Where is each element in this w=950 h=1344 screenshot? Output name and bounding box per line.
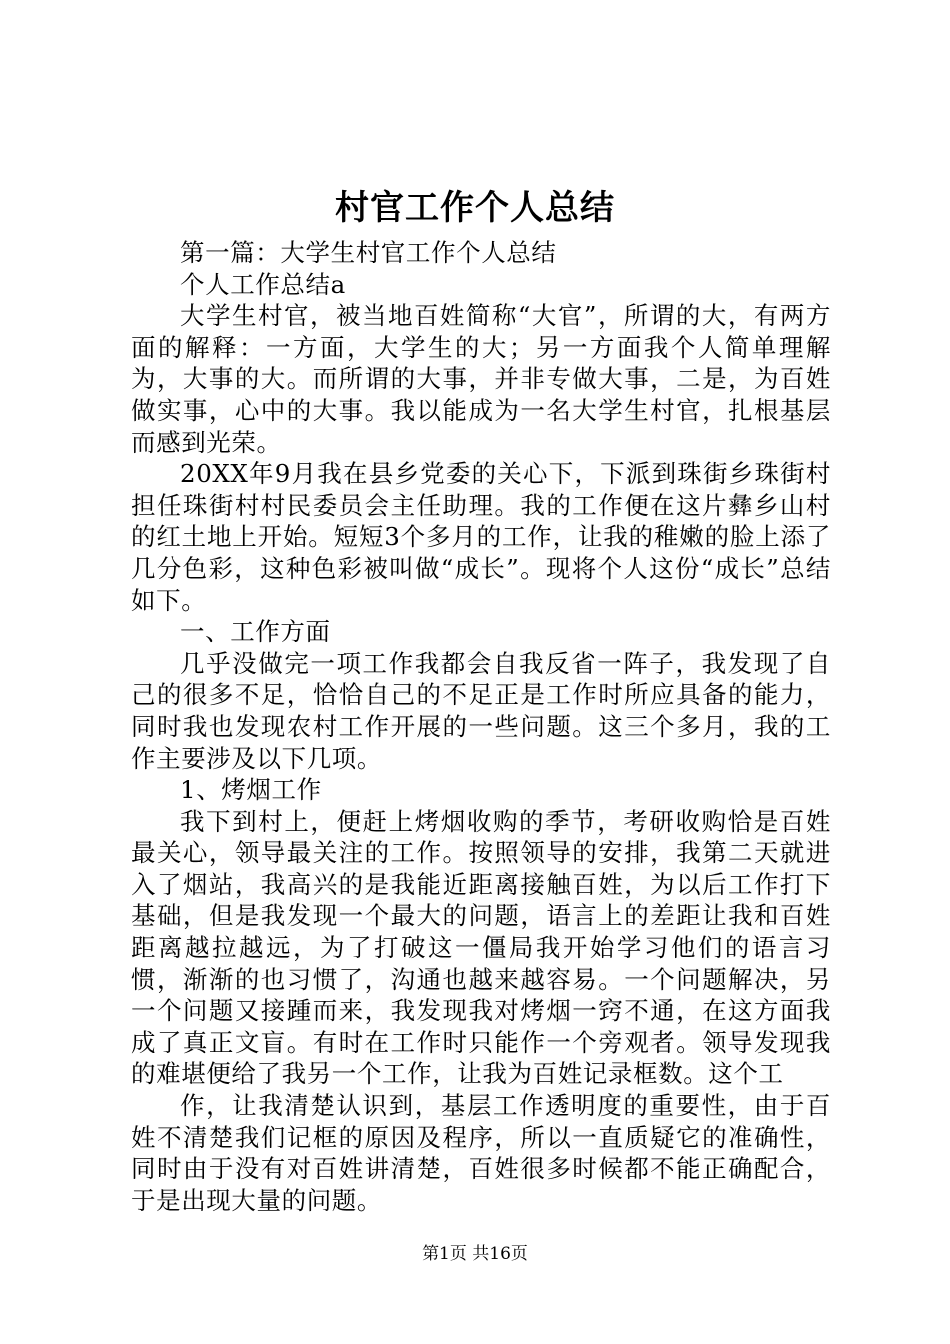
paragraph-background: 20XX年9月我在县乡党委的关心下，下派到珠街乡珠街村担任珠街村村民委员会主任助理。我的工作便在这片彝乡山村的红土地上开始。短短3个多月的工作，让我的稚嫩的脸上添了几分色彩，这种色彩被叫做“成长”。现将个人这份“成长”总结如下。 [131,459,831,615]
document-body [131,237,831,1216]
paragraph-heading-work: 一、工作方面 [180,617,331,647]
paragraph-work-overview: 几乎没做完一项工作我都会自我反省一阵子，我发现了自己的很多不足，恰恰自己的不足正是工作时所应具备的能力，同时我也发现农村工作开展的一些问题。这三个多月，我的工作主要涉及以下几项。 [131,648,831,773]
paragraph-intro: 大学生村官，被当地百姓简称“大官”，所谓的大，有两方面的解释：一方面，大学生的大；另一方面我个人简单理解为，大事的大。而所谓的大事，并非专做大事，二是，为百姓做实事，心中的大事。我以能成为一名大学生村官，扎根基层而感到光荣。 [131,301,831,457]
document-title: 村官工作个人总结 [335,188,615,228]
paragraph-transparency: 作，让我清楚认识到，基层工作透明度的重要性，由于百姓不清楚我们记框的原因及程序，所以一直质疑它的准确性，同时由于没有对百姓讲清楚，百姓很多时候都不能正确配合，于是出现大量的问题。 [131,1091,831,1215]
paragraph-tobacco-work: 我下到村上，便赶上烤烟收购的季节，考研收购恰是百姓最关心，领导最关注的工作。按照领导的安排，我第二天就进入了烟站，我高兴的是我能近距离接触百姓，为以后工作打下基础，但是我发现一个最大的问题，语言上的差距让我和百姓距离越拉越远，为了打破这一僵局我开始学习他们的语言习惯，渐渐的也习惯了，沟通也越来越容易。一个问题解决，另一个问题又接踵而来，我发现我对烤烟一窍不通，在这方面我成了真正文盲。有时在工作时只能作一个旁观者。领导发现我的难堪便给了我另一个工作，让我为百姓记录框数。这个工 [131,806,831,1089]
paragraph-section-heading: 第一篇：大学生村官工作个人总结 [180,238,557,267]
paragraph-heading-tobacco: 1、烤烟工作 [180,775,322,805]
page-footer: 第1页 共16页 [422,1244,528,1264]
paragraph-subheading: 个人工作总结a [180,269,346,299]
